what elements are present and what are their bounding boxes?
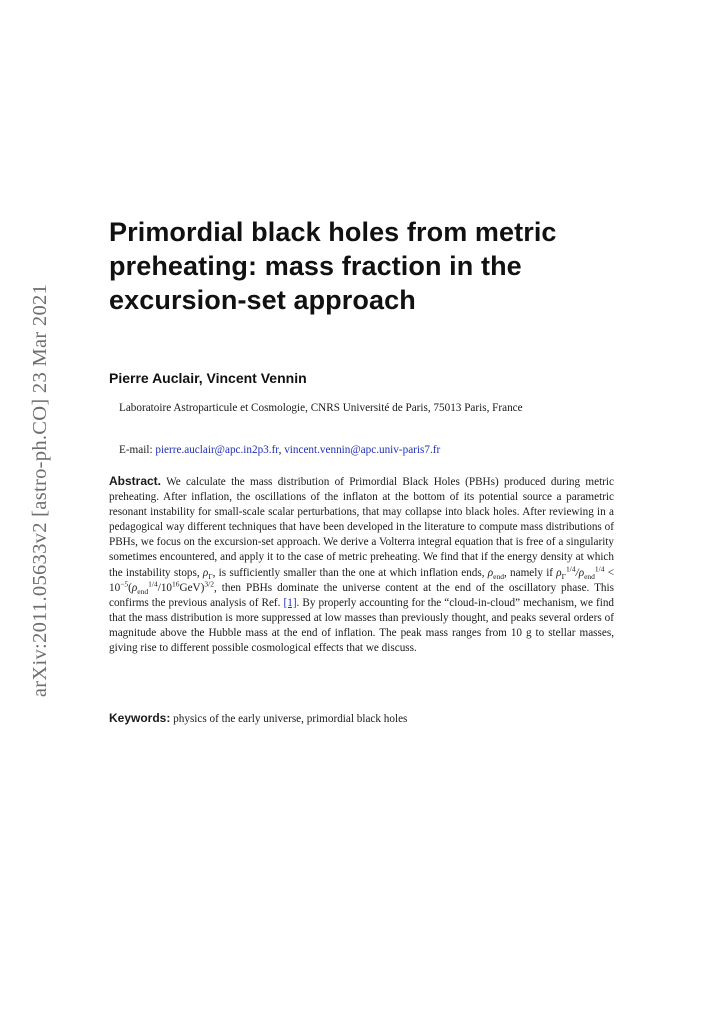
abstract-text: , namely if xyxy=(504,566,554,579)
abstract-text: , is sufficiently smaller than the one at which inflation ends, xyxy=(212,566,485,579)
inequality-formula: $\rho_\Gamma^{1/4}/\rho_{end}^{1/4}$ xyxy=(556,563,605,581)
email-link-vennin[interactable]: vincent.vennin@apc.univ-paris7.fr xyxy=(284,444,441,456)
rho-gamma-symbol: $\rho_\Gamma$ xyxy=(202,566,213,581)
paper-title xyxy=(109,215,629,317)
title-line: excursion-set approach xyxy=(109,285,416,315)
inequality-rhs: < $10^{-5}(\rho_{end}^{1/4}/10^{16}GeV)^{3/2}$ xyxy=(109,566,615,596)
email-label: E-mail: xyxy=(119,444,153,456)
title-line: Primordial black holes from metric xyxy=(109,217,557,247)
email-link-auclair[interactable]: pierre.auclair@apc.in2p3.fr xyxy=(155,444,279,456)
arxiv-identifier xyxy=(21,283,61,697)
email-separator: , xyxy=(278,444,282,456)
abstract-text: , then PBHs dominate the universe content at the end of the oscillatory phase. This confirms the previous analysis of Ref. xyxy=(109,581,614,609)
abstract-text: We calculate the mass distribution of Primordial Black Holes (PBHs) produced during metric preheating. After inflation, the oscillations of the inflaton at the bottom of its potential source a parametric resonant instability for small-scale scalar perturbations, that may collapse into black holes. After reviewing in a pedagogical way different techniques that have been developed in the literature to compute mass distributions of PBHs, we focus on the excursion-set approach. We derive a Volterra integral equation that is free of a singularity sometimes encountered, and apply it to the case of metric preheating. We find that if the energy density at which the instability stops, xyxy=(109,476,614,579)
affiliation: Laboratoire Astroparticule et Cosmologie, CNRS Université de Paris, 75013 Paris, France xyxy=(119,402,523,414)
keywords xyxy=(109,711,407,727)
arxiv-identifier-text: arXiv:2011.05633v2 [astro-ph.CO] 23 Mar 2021 xyxy=(29,283,52,697)
keywords-heading: Keywords: xyxy=(109,711,171,725)
keywords-text: physics of the early universe, primordial black holes xyxy=(173,713,408,725)
citation-link[interactable]: [1] xyxy=(283,596,297,609)
abstract-heading: Abstract. xyxy=(109,474,162,488)
rho-end-symbol: $\rho_{end}$ xyxy=(487,566,505,581)
email-line xyxy=(119,442,440,458)
authors: Pierre Auclair, Vincent Vennin xyxy=(109,370,307,386)
title-line: preheating: mass fraction in the xyxy=(109,251,522,281)
abstract-text: . By properly accounting for the “cloud-in-cloud” mechanism, we find that the mass distribution is more suppressed at low masses than previously thought, and peaks several orders of magnitude above the Hubble mass at the end of inflation. The peak mass ranges from 10 g to stellar masses, giving rise to different possible cosmological effects that we discuss. xyxy=(109,596,615,655)
abstract xyxy=(109,474,614,656)
